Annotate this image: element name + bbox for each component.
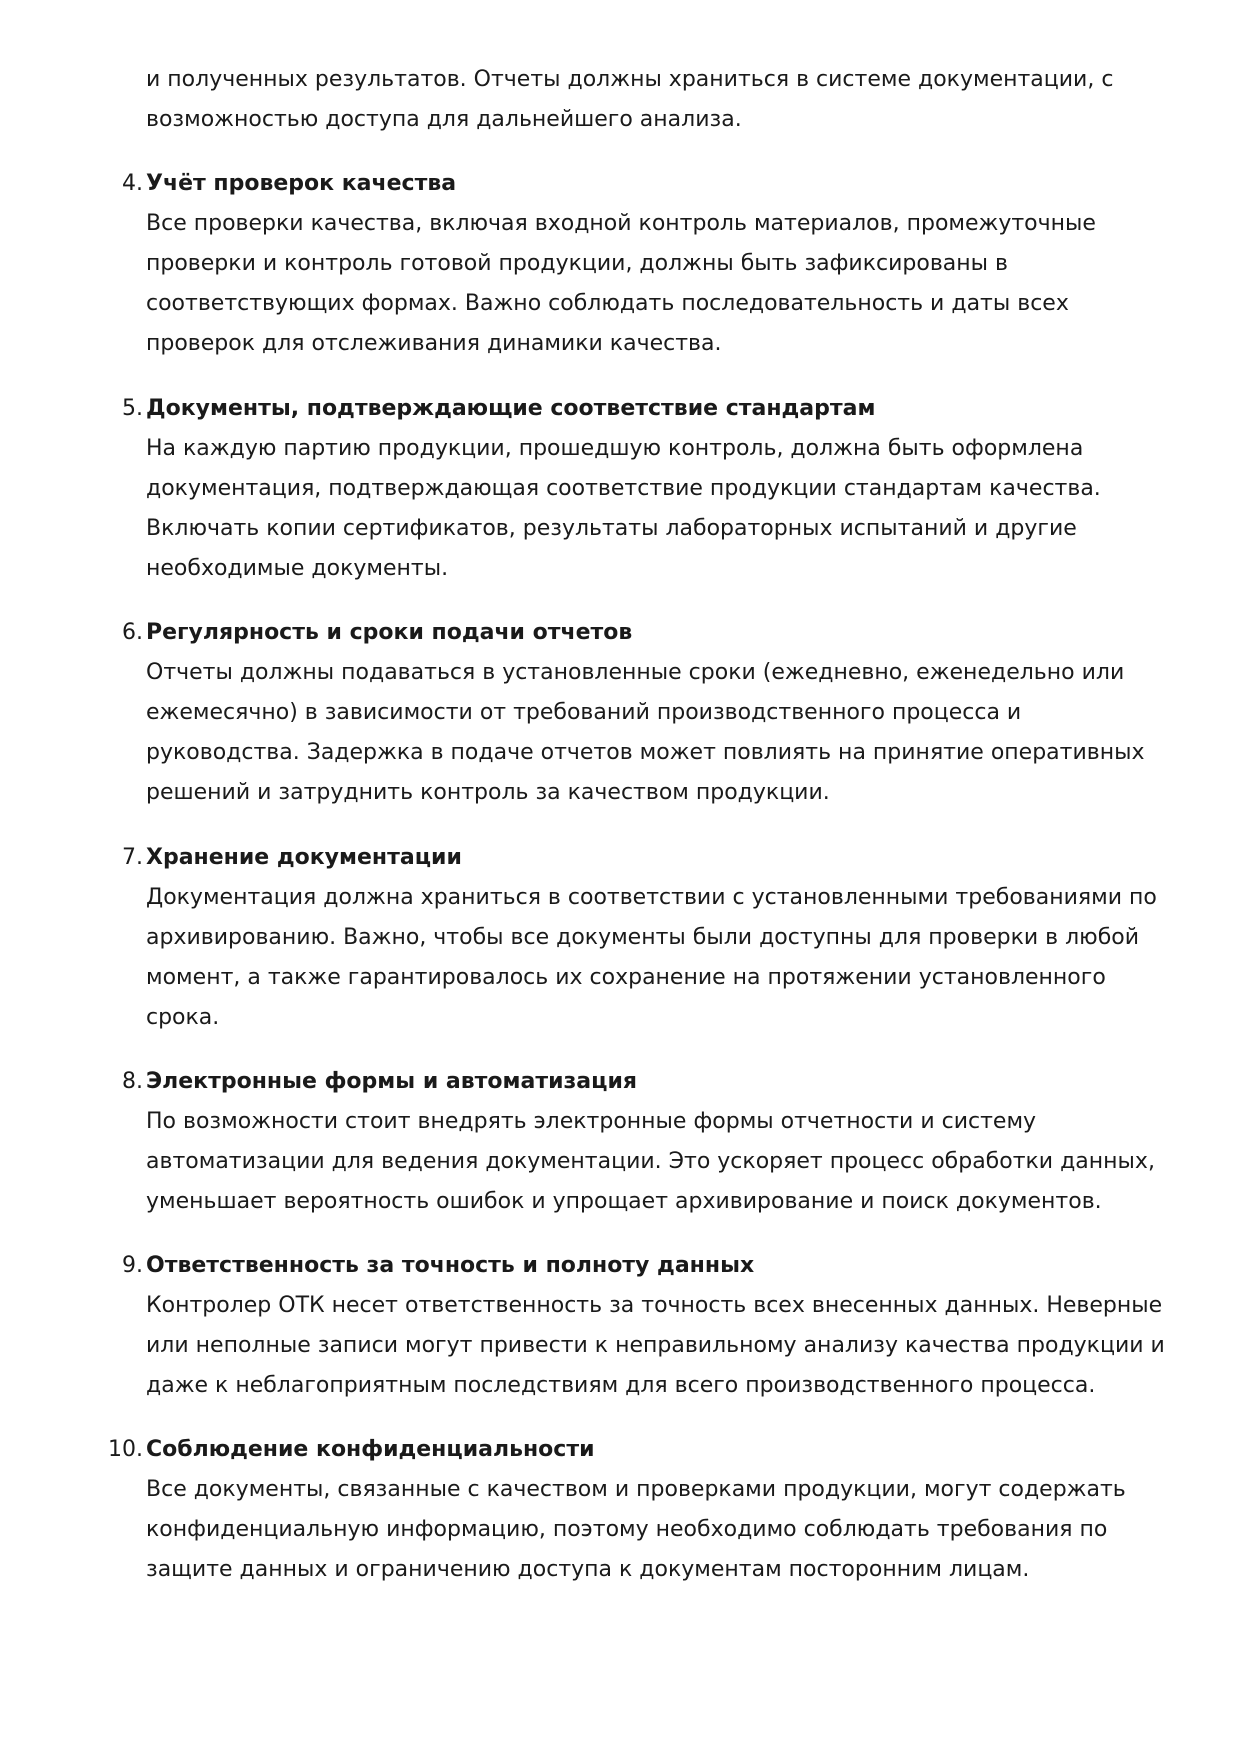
list-item-line: уменьшает вероятность ошибок и упрощает архивирование и поиск документов.: [146, 1189, 1102, 1214]
list-item-number: 7.: [122, 845, 143, 870]
list-item-line: соответствующих формах. Важно соблюдать последовательность и даты всех: [146, 291, 1069, 316]
list-item-line: проверок для отслеживания динамики качества.: [146, 331, 722, 356]
list-item-line: документация, подтверждающая соответствие продукции стандартам качества.: [146, 476, 1101, 501]
list-item-title: Соблюдение конфиденциальности: [146, 1437, 595, 1462]
intro-line: и полученных результатов. Отчеты должны храниться в системе документации, с: [146, 67, 1114, 92]
list-item-line: решений и затруднить контроль за качеством продукции.: [146, 780, 830, 805]
list-item-number: 5.: [122, 396, 143, 421]
list-item-line: ежемесячно) в зависимости от требований производственного процесса и: [146, 700, 1022, 725]
list-item-line: или неполные записи могут привести к неправильному анализу качества продукции и: [146, 1333, 1165, 1358]
list-item-line: автоматизации для ведения документации. Это ускоряет процесс обработки данных,: [146, 1149, 1155, 1174]
list-item-number: 4.: [122, 171, 143, 196]
list-item-line: Все документы, связанные с качеством и проверками продукции, могут содержать: [146, 1477, 1126, 1502]
list-item-body: [146, 429, 1146, 589]
list-item-line: По возможности стоит внедрять электронные формы отчетности и систему: [146, 1109, 1037, 1134]
list-item-body: [146, 1102, 1155, 1222]
list-item-line: проверки и контроль готовой продукции, должны быть зафиксированы в: [146, 251, 1008, 276]
list-item-line: Все проверки качества, включая входной контроль материалов, промежуточные: [146, 211, 1096, 236]
list-item-line: необходимые документы.: [146, 556, 449, 581]
list-item-body: [146, 878, 1157, 1038]
list-item-body: [146, 653, 1146, 813]
list-item-line: даже к неблагоприятным последствиям для всего производственного процесса.: [146, 1373, 1096, 1398]
list-item-body: [146, 1286, 1165, 1406]
intro-paragraph: [146, 60, 1146, 140]
list-item-line: архивированию. Важно, чтобы все документы были доступны для проверки в любой: [146, 925, 1140, 950]
list-item-line: руководства. Задержка в подаче отчетов может повлиять на принятие оперативных: [146, 740, 1145, 765]
list-item-line: Контролер ОТК несет ответственность за точность всех внесенных данных. Неверные: [146, 1293, 1163, 1318]
list-item-title: Учёт проверок качества: [146, 171, 457, 196]
list-item-title: Электронные формы и автоматизация: [146, 1069, 638, 1094]
list-item-title: Документы, подтверждающие соответствие стандартам: [146, 396, 876, 421]
list-item-body: [146, 1470, 1146, 1590]
list-item-number: 10.: [108, 1437, 143, 1462]
list-item-title: Ответственность за точность и полноту данных: [146, 1253, 755, 1278]
list-item-line: Документация должна храниться в соответствии с установленными требованиями по: [146, 885, 1157, 910]
list-item-number: 8.: [122, 1069, 143, 1094]
list-item-line: срока.: [146, 1005, 220, 1030]
list-item-title: Хранение документации: [146, 845, 462, 870]
list-item-line: момент, а также гарантировалось их сохранение на протяжении установленного: [146, 965, 1106, 990]
list-item-number: 6.: [122, 620, 143, 645]
list-item-line: Включать копии сертификатов, результаты лабораторных испытаний и другие: [146, 516, 1077, 541]
list-item-line: защите данных и ограничению доступа к документам посторонним лицам.: [146, 1557, 1030, 1582]
intro-line: возможностью доступа для дальнейшего анализа.: [146, 107, 742, 132]
list-item-line: На каждую партию продукции, прошедшую контроль, должна быть оформлена: [146, 436, 1084, 461]
list-item-body: [146, 204, 1146, 364]
list-item-line: конфиденциальную информацию, поэтому необходимо соблюдать требования по: [146, 1517, 1108, 1542]
list-item-line: Отчеты должны подаваться в установленные сроки (ежедневно, еженедельно или: [146, 660, 1125, 685]
list-item-number: 9.: [122, 1253, 143, 1278]
list-item-title: Регулярность и сроки подачи отчетов: [146, 620, 633, 645]
